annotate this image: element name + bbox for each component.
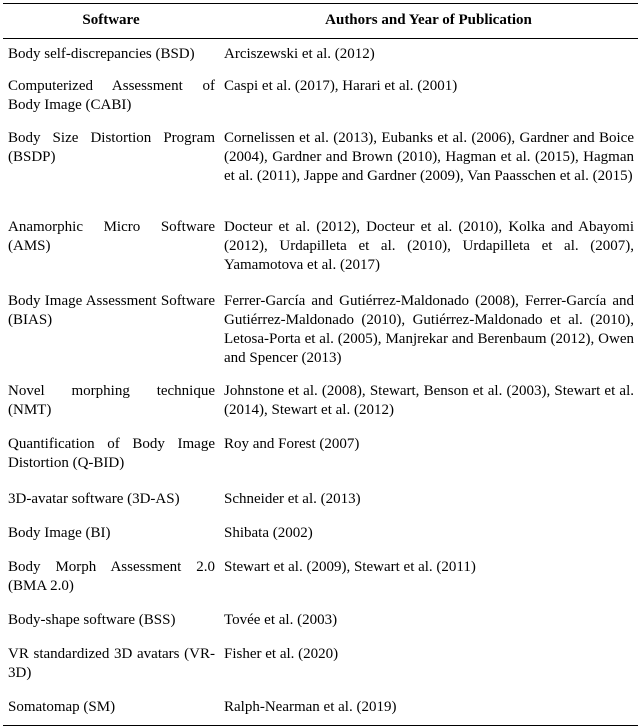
authors-cell: Roy and Forest (2007): [224, 435, 360, 452]
software-cell: Quantification of Body Image Distortion (Q-BID): [8, 435, 215, 471]
table-row: [3, 39, 638, 69]
authors-cell: Arciszewski et al. (2012): [224, 46, 375, 62]
table-row: [3, 212, 638, 285]
table-row: [3, 692, 638, 726]
software-cell: Somatomap (SM): [3, 692, 219, 726]
table-row: [3, 517, 638, 551]
software-cell: Body Image (BI): [8, 524, 111, 541]
table-row: [3, 375, 638, 429]
authors-cell: Fisher et al. (2020): [224, 645, 339, 662]
header-authors-year: Authors and Year of Publication: [219, 4, 638, 39]
table-row: [3, 123, 638, 212]
authors-cell: Docteur et al. (2012), Docteur et al. (2010), Kolka and Abayomi (2012), Urdapilleta et al. (2010), Urdapilleta et al. (2007), Yamamotova et al. (2017): [224, 218, 634, 273]
software-authors-table: [3, 3, 638, 726]
table-row: [3, 429, 638, 483]
authors-cell: Cornelissen et al. (2013), Eubanks et al. (2006), Gardner and Boice (2004), Gardner and Brown (2010), Hagman et al. (2015), Hagman et al. (2011), Jappe and Gardner (2009), Van Paasschen et al. (2015): [224, 129, 634, 184]
software-cell: Novel morphing technique (NMT): [8, 382, 215, 418]
authors-cell: Caspi et al. (2017), Harari et al. (2001): [224, 77, 458, 94]
authors-cell: Stewart et al. (2009), Stewart et al. (2011): [224, 558, 476, 575]
software-cell: Body-shape software (BSS): [8, 611, 176, 628]
software-cell: Body Morph Assessment 2.0 (BMA 2.0): [8, 558, 215, 594]
table-row: [3, 69, 638, 123]
software-cell: Computerized Assessment of Body Image (CABI): [8, 77, 215, 113]
software-cell: Body Size Distortion Program (BSDP): [8, 129, 215, 165]
authors-cell: Ralph-Nearman et al. (2019): [219, 692, 638, 726]
authors-cell: Shibata (2002): [224, 524, 313, 541]
software-cell: Body self-discrepancies (BSD): [8, 46, 195, 62]
header-software: Software: [3, 4, 219, 39]
table-row: [3, 639, 638, 692]
table-row: [3, 285, 638, 375]
software-cell: 3D-avatar software (3D-AS): [8, 490, 180, 507]
authors-cell: Ferrer-García and Gutiérrez-Maldonado (2008), Ferrer-García and Gutiérrez-Maldonado (2010), Gutiérrez-Maldonado et al. (2010), Letosa-Porta et al. (2005), Manjrekar and Berenbaum (2012), Owen and Spencer (2013): [224, 292, 634, 366]
authors-cell: Tovée et al. (2003): [224, 611, 338, 628]
software-cell: VR standardized 3D avatars (VR-3D): [8, 645, 215, 681]
document-page: [0, 3, 643, 724]
table-row: [3, 483, 638, 517]
authors-cell: Johnstone et al. (2008), Stewart, Benson et al. (2003), Stewart et al. (2014), Stewart et al. (2012): [224, 382, 634, 418]
software-cell: Anamorphic Micro Software (AMS): [8, 218, 215, 254]
authors-cell: Schneider et al. (2013): [224, 490, 361, 507]
software-cell: Body Image Assessment Software (BIAS): [8, 292, 215, 328]
table-header-row: [3, 4, 638, 39]
table-row: [3, 551, 638, 605]
table-row: [3, 605, 638, 639]
